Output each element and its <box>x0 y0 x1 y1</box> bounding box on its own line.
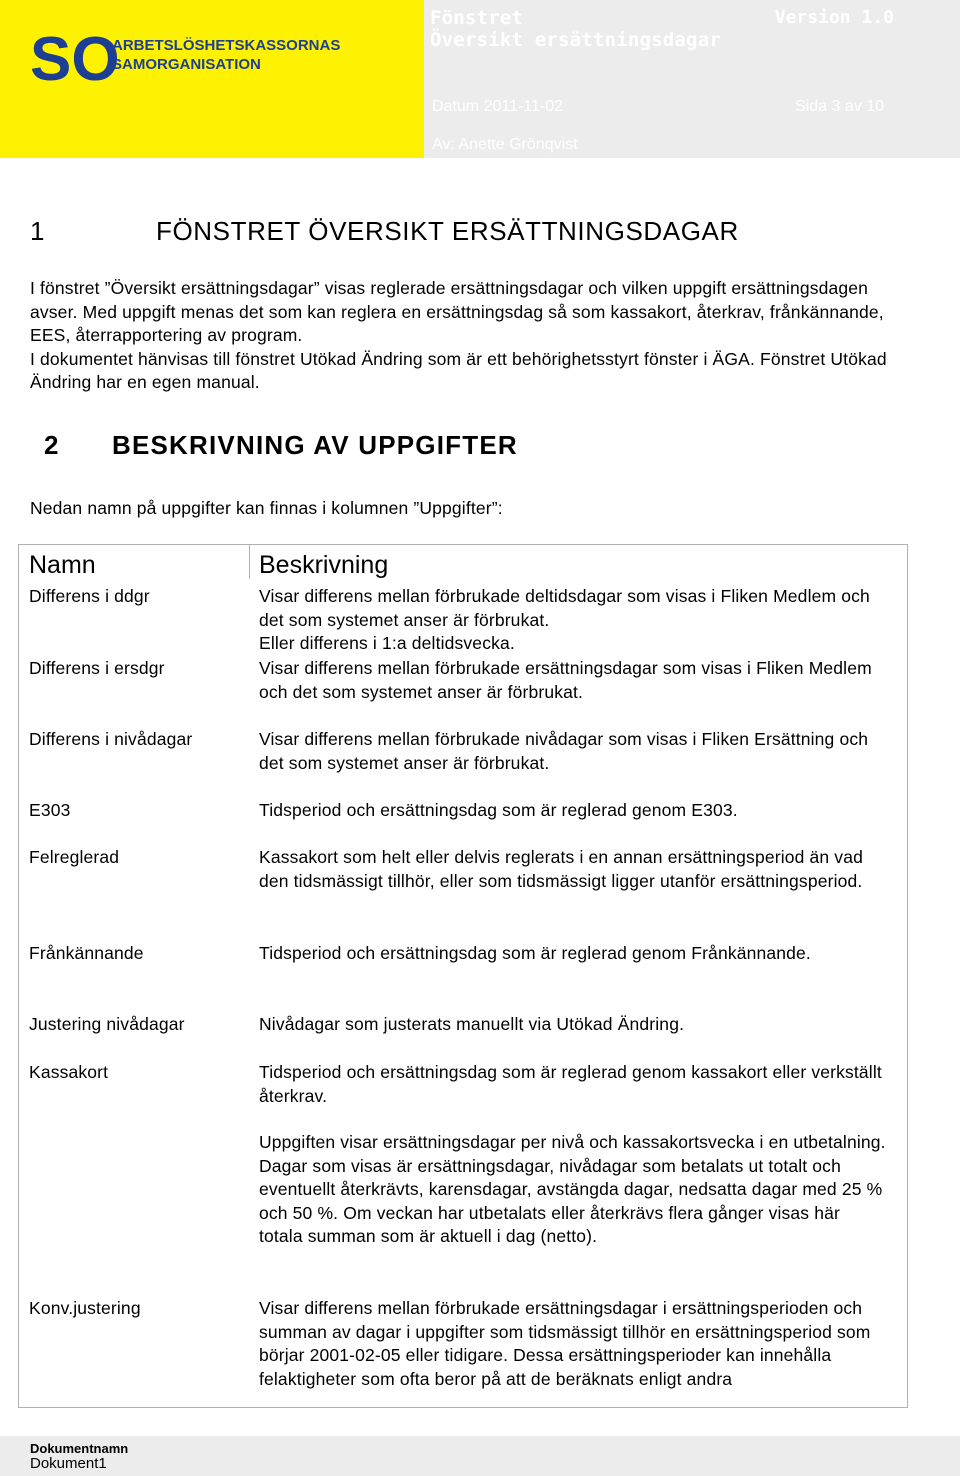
row-description: Kassakort som helt eller delvis reglerats i en annan ersättningsperiod än vad den tidsmässigt tillhör, eller som tidsmässigt ligger utanför ersättningsperiod. <box>259 847 863 891</box>
logo-graphic <box>0 0 424 158</box>
document-title: Översikt ersättningsdagar <box>430 29 721 51</box>
row-description: Tidsperiod och ersättningsdag som är reglerad genom E303. <box>259 800 738 820</box>
row-name: E303 <box>29 800 71 820</box>
row-description: Visar differens mellan förbrukade ersättningsdagar som visas i Fliken Medlem och det som systemet anser är förbrukat. <box>259 658 872 702</box>
row-description-extra: Uppgiften visar ersättningsdagar per nivå och kassakortsvecka i en utbetalning. Dagar som visas är ersättningsdagar, nivådagar som betalats ut totalt och eventuellt återkrävts, karensdagar, avstängda dagar, nedsatta dagar med 25 % och 50 %. Om veckan har utbetalats eller återkrävs flera gånger visas här totala summan som är aktuell i dag (netto). <box>259 1132 886 1246</box>
row-name: Differens i nivådagar <box>29 729 193 749</box>
table-row <box>19 1013 907 1061</box>
section-1-body <box>30 277 910 395</box>
column-header-name: Namn <box>29 551 96 579</box>
page-number: Sida 3 av 10 <box>795 98 884 115</box>
section-1-number: 1 <box>30 216 46 246</box>
section-2-lead: Nedan namn på uppgifter kan finnas i kolumnen ”Uppgifter”: <box>30 498 503 518</box>
logo <box>0 0 424 158</box>
row-description: Visar differens mellan förbrukade nivådagar som visas i Fliken Ersättning och det som systemet anser är förbrukat. <box>259 729 869 773</box>
section-1-title: FÖNSTRET ÖVERSIKT ERSÄTTNINGSDAGAR <box>156 216 739 246</box>
row-description <box>249 585 907 657</box>
table-row <box>19 728 907 799</box>
date-label: Datum 2011-11-02 <box>432 98 564 115</box>
section-1-heading <box>30 216 739 247</box>
row-name: Frånkännande <box>29 943 144 963</box>
section-1-paragraph-1: I fönstret ”Översikt ersättningsdagar” visas reglerade ersättningsdagar och vilken uppgift ersättningsdagen avser. Med uppgift menas det som kan reglera en ersättningsdag så som kassakort, återkrav, frånkännande, EES, återrapportering av program. <box>30 278 884 345</box>
row-name: Konv.justering <box>29 1298 141 1318</box>
table-row <box>19 799 907 846</box>
footer-band <box>0 1436 960 1476</box>
table-row <box>19 942 907 1013</box>
row-description: Visar differens mellan förbrukade ersättningsdagar i ersättningsperioden och summan av dagar i uppgifter som tidsmässigt tillhör en ersättningsperiod som börjar 2001-02-05 eller tidigare. Dessa ersättningsperioder kan innehålla felaktigheter som ofta beror på att de beräknats enligt andra <box>259 1298 871 1389</box>
section-2-heading <box>44 430 518 461</box>
document-window-name: Fönstret <box>430 7 524 29</box>
svg-text:ARBETSLÖSHETSKASSORNAS: ARBETSLÖSHETSKASSORNAS <box>112 37 341 54</box>
row-name: Differens i ddgr <box>29 586 150 606</box>
row-description-text: Visar differens mellan förbrukade deltidsdagar som visas i Fliken Medlem och det som systemet anser är förbrukat. <box>259 586 870 630</box>
row-description <box>249 1061 907 1297</box>
row-name: Felreglerad <box>29 847 120 867</box>
table-row <box>19 657 907 728</box>
author-label: Av: Anette Grönqvist <box>432 136 578 153</box>
row-name: Justering nivådagar <box>29 1014 185 1034</box>
section-2-number: 2 <box>44 430 60 460</box>
row-description-extra: Eller differens i 1:a deltidsvecka. <box>259 633 515 653</box>
logo-letters: SO <box>30 25 120 94</box>
footer-label: Dokumentnamn <box>30 1441 129 1456</box>
table-row <box>19 846 907 942</box>
table-header-row <box>19 545 907 585</box>
table-row <box>19 1061 907 1297</box>
section-2-title: BESKRIVNING AV UPPGIFTER <box>112 430 518 460</box>
svg-text:SAMORGANISATION: SAMORGANISATION <box>112 56 261 73</box>
row-description: Tidsperiod och ersättningsdag som är reglerad genom Frånkännande. <box>259 943 811 963</box>
section-1-paragraph-2: I dokumentet hänvisas till fönstret Utökad Ändring som är ett behörighetsstyrt fönster i ÄGA. Fönstret Utökad Ändring har en egen manual. <box>30 348 887 392</box>
row-name: Differens i ersdgr <box>29 658 165 678</box>
row-name: Kassakort <box>29 1062 109 1082</box>
version-label: Version 1.0 <box>774 7 894 28</box>
tasks-table-grid <box>19 545 907 1391</box>
table-row <box>19 585 907 657</box>
table-row <box>19 1297 907 1391</box>
column-header-description: Beskrivning <box>259 551 389 579</box>
footer-document-name: Dokument1 <box>30 1455 107 1472</box>
row-description: Nivådagar som justerats manuellt via Utökad Ändring. <box>259 1014 685 1034</box>
tasks-table <box>18 544 908 1408</box>
row-description-text: Tidsperiod och ersättningsdag som är reglerad genom kassakort eller verkställt återkrav. <box>259 1062 882 1106</box>
